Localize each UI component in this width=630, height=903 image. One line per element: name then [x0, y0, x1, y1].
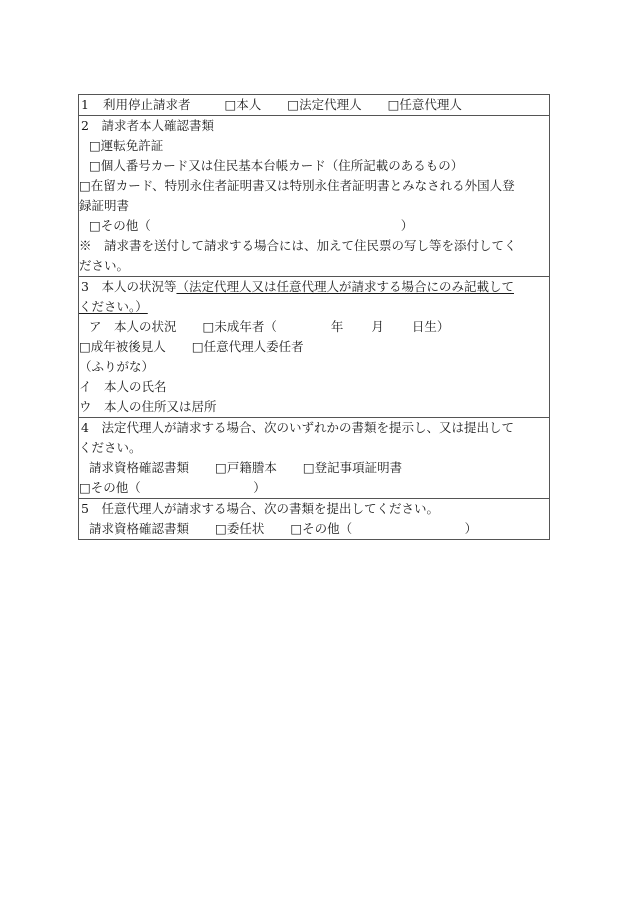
- legal-agent-documents-line: [79, 458, 549, 478]
- section-legal-agent-documents: [79, 417, 549, 498]
- section-heading: 4 法定代理人が請求する場合、次のいずれかの書類を提示し、又は提出して: [81, 420, 514, 435]
- section-heading-note-continued: ください。）: [79, 299, 148, 314]
- section-identity-documents: [79, 115, 549, 276]
- birth-year-label: 年: [330, 319, 344, 334]
- checkbox-legal-agent[interactable]: □法定代理人: [287, 97, 362, 112]
- section-heading-note: （法定代理人又は任意代理人が請求する場合にのみ記載して: [176, 279, 514, 294]
- checkbox-family-register[interactable]: □戸籍謄本: [215, 460, 277, 475]
- section-heading-label: 3 本人の状況等: [81, 279, 177, 294]
- checkbox-registry-certificate[interactable]: □登記事項証明書: [302, 460, 403, 475]
- principal-name-label: イ 本人の氏名: [79, 379, 167, 394]
- checkbox-residence-card[interactable]: □在留カード、特別永住者証明書又は特別永住者証明書とみなされる外国人登: [79, 178, 515, 193]
- checkbox-my-number-card[interactable]: □個人番号カード又は住民基本台帳カード（住所記載のあるもの）: [89, 158, 464, 173]
- furigana-label: （ふりがな）: [79, 359, 155, 374]
- principal-status-label: ア 本人の状況: [89, 319, 177, 334]
- checkbox-other-voluntary-document[interactable]: □その他（ ）: [290, 521, 478, 536]
- residence-card-continued: 録証明書: [79, 198, 130, 213]
- checkbox-voluntary-agent[interactable]: □任意代理人: [387, 97, 462, 112]
- request-form-table: [78, 94, 550, 540]
- section-heading: 2 請求者本人確認書類: [81, 118, 214, 133]
- section-heading: [79, 277, 549, 297]
- section-heading: 5 任意代理人が請求する場合、次の書類を提出してください。: [81, 501, 439, 516]
- checkbox-minor[interactable]: □未成年者（: [202, 319, 277, 334]
- section-voluntary-agent-documents: [79, 498, 549, 539]
- birth-day-label: 日生）: [411, 319, 450, 334]
- checkbox-drivers-license[interactable]: □運転免許証: [89, 138, 164, 153]
- checkbox-adult-ward[interactable]: □成年被後見人: [79, 339, 166, 354]
- qualification-docs-label: 請求資格確認書類: [89, 521, 190, 536]
- section-heading-continued: ください。: [79, 440, 142, 455]
- requester-label: 利用停止請求者: [102, 97, 191, 112]
- requester-line: [79, 95, 549, 115]
- section-number: 1: [81, 97, 89, 112]
- birth-month-label: 月: [371, 319, 384, 334]
- checkbox-other-legal-document[interactable]: □その他（ ）: [79, 480, 266, 495]
- note-text: ※ 請求書を送付して請求する場合には、加えて住民票の写し等を添付してく: [79, 238, 517, 253]
- voluntary-agent-documents-line: [79, 519, 549, 539]
- qualification-docs-label: 請求資格確認書類: [89, 460, 190, 475]
- principal-address-label: ウ 本人の住所又は居所: [79, 399, 217, 414]
- section-principal-status: [79, 276, 549, 417]
- section-requester: [79, 95, 549, 115]
- checkbox-self[interactable]: □本人: [224, 97, 262, 112]
- checkbox-power-of-attorney[interactable]: □委任状: [215, 521, 265, 536]
- checkbox-voluntary-principal[interactable]: □任意代理人委任者: [191, 339, 304, 354]
- principal-status-line-2: [79, 337, 549, 357]
- note-text-continued: ださい。: [79, 258, 130, 273]
- principal-status-line: [79, 317, 549, 337]
- checkbox-other-document[interactable]: □その他（ ）: [89, 218, 414, 233]
